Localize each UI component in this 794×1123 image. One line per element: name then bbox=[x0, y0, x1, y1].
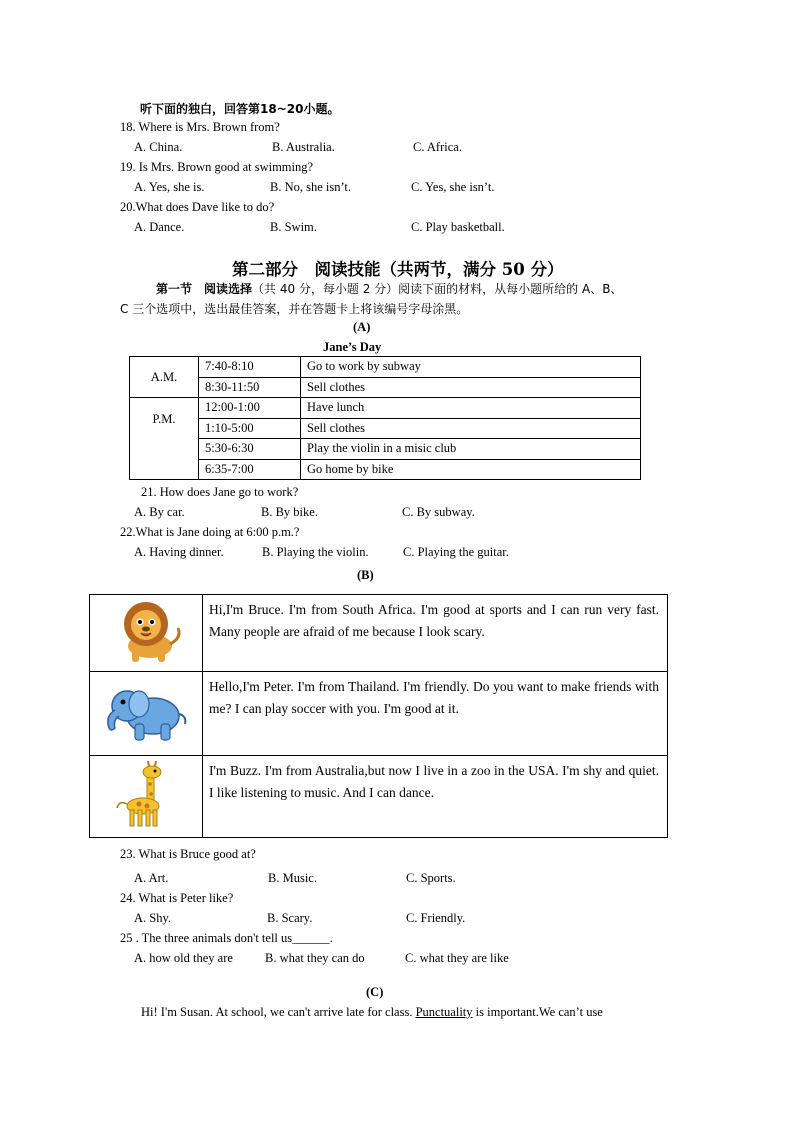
question-21: 21. How does Jane go to work? bbox=[141, 485, 299, 499]
question-24: 24. What is Peter like? bbox=[120, 891, 234, 905]
animal-text: Hello,I'm Peter. I'm from Thailand. I'm friendly. Do you want to make friends with me? I can play soccer with you. I'm good at it. bbox=[203, 672, 668, 756]
option-25b[interactable]: B. what they can do bbox=[265, 951, 365, 965]
question-22: 22.What is Jane doing at 6:00 p.m.? bbox=[120, 525, 300, 539]
option-24c[interactable]: C. Friendly. bbox=[406, 911, 466, 925]
table-row bbox=[130, 439, 641, 460]
listening-instruction: 听下面的独白，回答第18~20小题。 bbox=[140, 102, 340, 116]
option-22b[interactable]: B. Playing the violin. bbox=[262, 545, 369, 559]
option-24a[interactable]: A. Shy. bbox=[134, 911, 172, 925]
option-18a[interactable]: A. China. bbox=[134, 140, 183, 154]
time-cell: 1:10-5:00 bbox=[199, 418, 301, 439]
passage-c-label: (C) bbox=[366, 985, 384, 999]
option-21c[interactable]: C. By subway. bbox=[402, 505, 475, 519]
question-25: 25 . The three animals don't tell us______. bbox=[120, 931, 333, 945]
giraffe-icon bbox=[111, 760, 181, 830]
section1-instruction: （共 40 分，每小题 2 分）阅读下面的材料，从每小题所给的 A、B、 bbox=[252, 282, 623, 296]
animals-table bbox=[89, 594, 668, 838]
time-cell: 8:30-11:50 bbox=[199, 377, 301, 398]
passage-c-end: is important.We can’t use bbox=[472, 1005, 603, 1019]
table-row bbox=[90, 756, 668, 838]
option-25a[interactable]: A. how old they are bbox=[134, 951, 233, 965]
passage-b-label: (B) bbox=[357, 568, 374, 582]
option-21b[interactable]: B. By bike. bbox=[261, 505, 318, 519]
time-cell: 12:00-1:00 bbox=[199, 398, 301, 419]
time-cell: 6:35-7:00 bbox=[199, 459, 301, 480]
passage-c-start: Hi! I'm Susan. At school, we can't arrive late for class. bbox=[141, 1005, 416, 1019]
option-21a[interactable]: A. By car. bbox=[134, 505, 185, 519]
underlined-word: Punctuality bbox=[415, 1005, 473, 1019]
option-18b[interactable]: B. Australia. bbox=[272, 140, 335, 154]
option-19c[interactable]: C. Yes, she isn’t. bbox=[411, 180, 495, 194]
giraffe-cell bbox=[90, 756, 203, 838]
am-cell: A.M. bbox=[130, 357, 199, 398]
time-cell: 5:30-6:30 bbox=[199, 439, 301, 460]
activity-cell: Play the violin in a misic club bbox=[301, 439, 641, 460]
schedule-table bbox=[129, 356, 641, 480]
option-20b[interactable]: B. Swim. bbox=[270, 220, 317, 234]
table-row bbox=[130, 377, 641, 398]
table-row bbox=[90, 595, 668, 672]
passage-c-text bbox=[141, 1005, 603, 1020]
question-19: 19. Is Mrs. Brown good at swimming? bbox=[120, 160, 314, 174]
table-row bbox=[130, 398, 641, 419]
pm-cell: P.M. bbox=[130, 398, 199, 480]
lion-icon bbox=[106, 598, 186, 664]
section1-instruction-2: C 三个选项中，选出最佳答案，并在答题卡上将该编号字母涂黑。 bbox=[120, 302, 469, 316]
animal-text: Hi,I'm Bruce. I'm from South Africa. I'm good at sports and I can run very fast. Many people are afraid of me because I look scary. bbox=[203, 595, 668, 672]
activity-cell: Sell clothes bbox=[301, 377, 641, 398]
table-row bbox=[90, 672, 668, 756]
option-23a[interactable]: A. Art. bbox=[134, 871, 169, 885]
part2-title: 第二部分 阅读技能（共两节，满分 50 分） bbox=[232, 260, 564, 279]
option-23b[interactable]: B. Music. bbox=[268, 871, 317, 885]
option-20a[interactable]: A. Dance. bbox=[134, 220, 185, 234]
option-24b[interactable]: B. Scary. bbox=[267, 911, 313, 925]
elephant-cell bbox=[90, 672, 203, 756]
option-22a[interactable]: A. Having dinner. bbox=[134, 545, 224, 559]
table-row bbox=[130, 459, 641, 480]
table-row bbox=[130, 418, 641, 439]
animal-text: I'm Buzz. I'm from Australia,but now I live in a zoo in the USA. I'm shy and quiet. I like listening to music. And I can dance. bbox=[203, 756, 668, 838]
activity-cell: Go home by bike bbox=[301, 459, 641, 480]
activity-cell: Go to work by subway bbox=[301, 357, 641, 378]
option-22c[interactable]: C. Playing the guitar. bbox=[403, 545, 509, 559]
option-23c[interactable]: C. Sports. bbox=[406, 871, 456, 885]
table-row bbox=[130, 357, 641, 378]
question-23: 23. What is Bruce good at? bbox=[120, 847, 256, 861]
question-18: 18. Where is Mrs. Brown from? bbox=[120, 120, 280, 134]
option-25c[interactable]: C. what they are like bbox=[405, 951, 509, 965]
section1-label: 第一节 阅读选择 bbox=[156, 282, 253, 296]
option-19b[interactable]: B. No, she isn’t. bbox=[270, 180, 352, 194]
activity-cell: Sell clothes bbox=[301, 418, 641, 439]
schedule-title: Jane’s Day bbox=[323, 340, 382, 354]
activity-cell: Have lunch bbox=[301, 398, 641, 419]
passage-a-label: (A) bbox=[353, 320, 371, 334]
option-19a[interactable]: A. Yes, she is. bbox=[134, 180, 205, 194]
question-20: 20.What does Dave like to do? bbox=[120, 200, 275, 214]
lion-cell bbox=[90, 595, 203, 672]
option-20c[interactable]: C. Play basketball. bbox=[411, 220, 505, 234]
elephant-icon bbox=[101, 680, 191, 744]
time-cell: 7:40-8:10 bbox=[199, 357, 301, 378]
option-18c[interactable]: C. Africa. bbox=[413, 140, 462, 154]
